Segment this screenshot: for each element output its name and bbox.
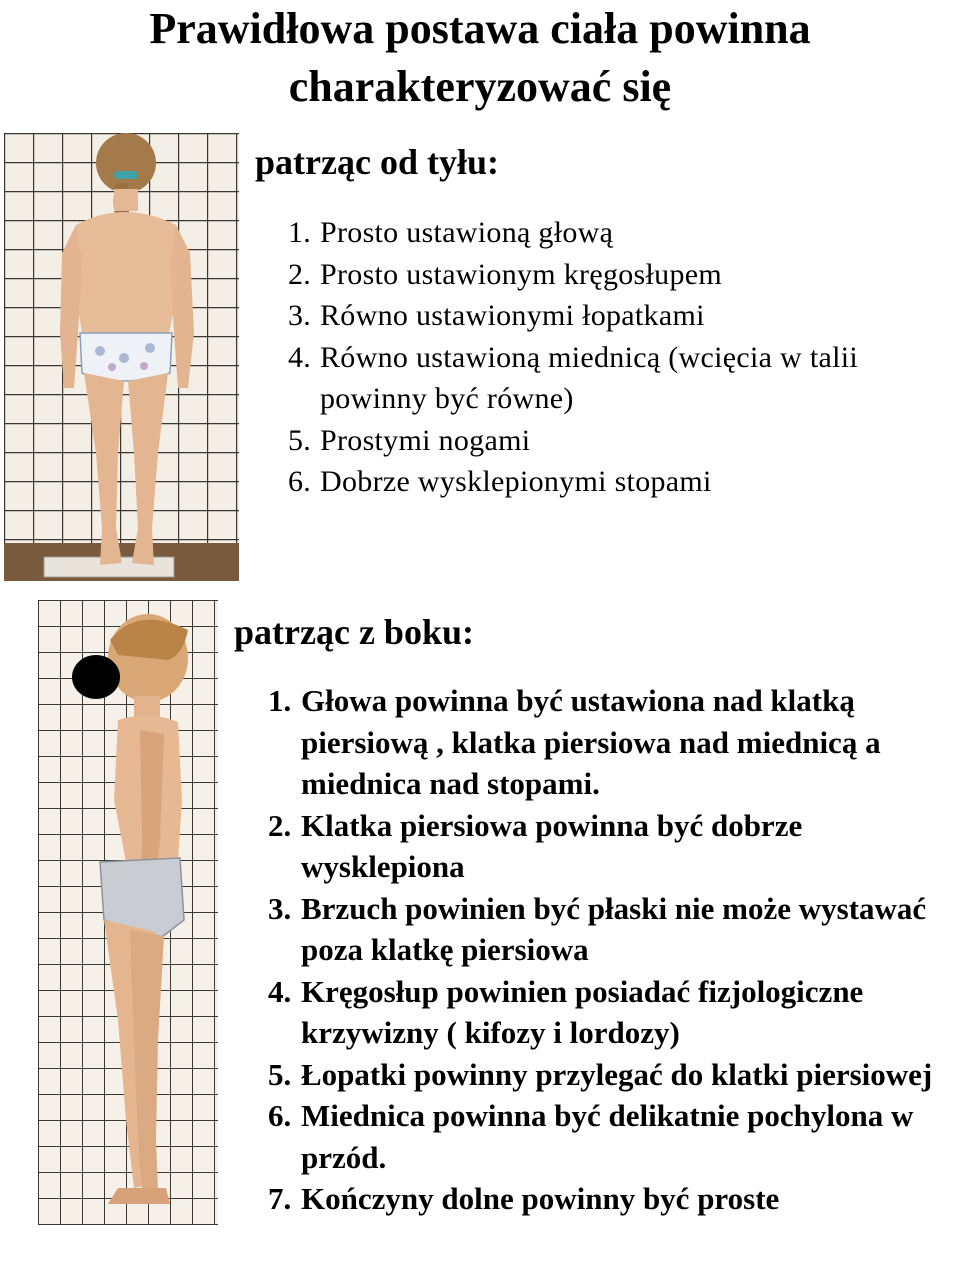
item-number: 7.: [268, 1181, 292, 1216]
item-text: Kręgosłup powinien posiadać fizjologiczne krzywizny ( kifozy i lordozy): [301, 973, 864, 1050]
side-view-heading: patrząc z boku:: [234, 612, 474, 652]
item-number: 2.: [268, 807, 292, 843]
list-item: [268, 1178, 958, 1220]
item-text: Równo ustawionymi łopatkami: [320, 299, 705, 332]
item-number: 3.: [288, 299, 312, 332]
item-text: Brzuch powinien być płaski nie może wystawać poza klatkę piersiowa: [301, 890, 927, 967]
title-line-2: charakteryzować się: [288, 62, 672, 111]
back-view-heading: patrząc od tyłu:: [255, 142, 499, 182]
item-number: 5.: [288, 423, 312, 457]
item-text: Miednica powinna być delikatnie pochylona w przód.: [301, 1098, 914, 1175]
item-text: Prosto ustawioną głową: [320, 216, 614, 249]
item-text: Prosto ustawionym kręgosłupem: [320, 257, 723, 291]
list-item: [268, 680, 958, 805]
item-number: 6.: [288, 465, 312, 498]
list-item: [268, 971, 958, 1054]
list-item: [268, 888, 958, 971]
item-number: 3.: [268, 890, 292, 926]
item-text: Równo ustawioną miednicą (wcięcia w talii powinny być równe): [320, 340, 858, 415]
item-number: 5.: [268, 1056, 292, 1092]
item-text: Klatka piersiowa powinna być dobrze wysklepiona: [301, 807, 803, 884]
item-text: Kończyny dolne powinny być proste: [301, 1181, 780, 1216]
item-text: Prostymi nogami: [320, 423, 531, 457]
side-view-list: [268, 680, 958, 1220]
photo-posture-back: [4, 133, 239, 581]
list-item: [268, 1095, 958, 1178]
item-number: 6.: [268, 1098, 292, 1133]
list-item: [288, 461, 948, 503]
list-item: [288, 420, 948, 462]
item-text: Głowa powinna być ustawiona nad klatką piersiową , klatka piersiowa nad miednicą a miednica nad stopami.: [301, 683, 881, 801]
item-number: 1.: [288, 216, 312, 249]
page-title: [40, 0, 920, 116]
item-text: Dobrze wysklepionymi stopami: [320, 465, 712, 498]
list-item: [268, 1054, 958, 1096]
list-item: [288, 254, 948, 296]
photo-posture-side: [38, 600, 218, 1225]
list-item: [288, 295, 948, 337]
back-view-list: [288, 212, 948, 503]
item-number: 4.: [288, 340, 312, 374]
list-item: [268, 805, 958, 888]
item-text: Łopatki powinny przylegać do klatki piersiowej: [301, 1056, 933, 1092]
item-number: 2.: [288, 257, 312, 291]
title-line-1: Prawidłowa postawa ciała powinna: [149, 4, 811, 53]
item-number: 1.: [268, 683, 292, 718]
list-item: [288, 212, 948, 254]
item-number: 4.: [268, 973, 292, 1009]
list-item: [288, 337, 948, 420]
